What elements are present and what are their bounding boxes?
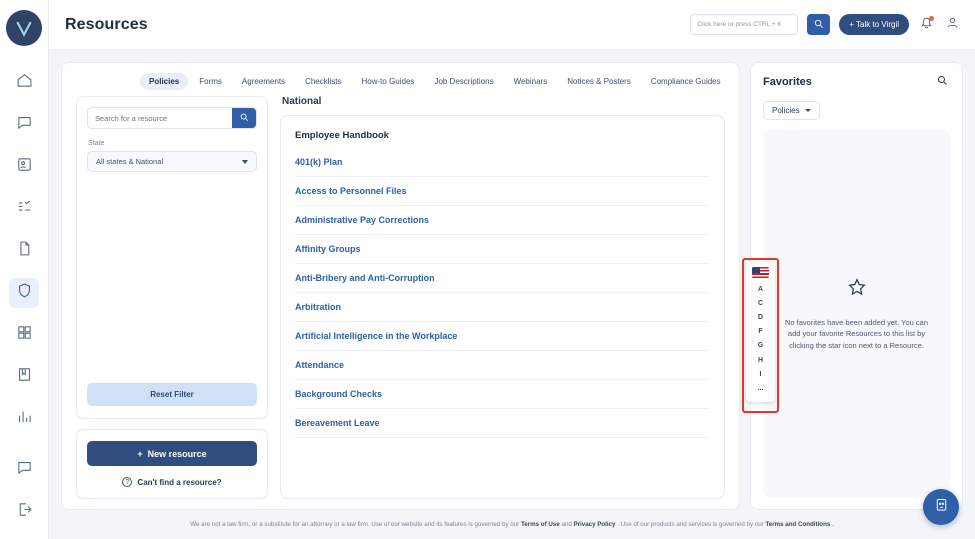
content-area (49, 50, 975, 510)
footer-text-2: . Use of our products and services is governed by our (617, 521, 764, 529)
page-title: Resources (65, 15, 148, 33)
state-filter-select[interactable] (87, 151, 257, 172)
resource-group-title: Employee Handbook (295, 130, 389, 141)
chat-icon (16, 114, 33, 136)
logout-icon (16, 501, 33, 523)
talk-to-virgil-button[interactable]: + Talk to Virgil (839, 14, 909, 35)
chat-bubble-icon (16, 459, 33, 481)
checklist-icon (16, 198, 33, 220)
document-icon (16, 240, 33, 262)
footer-period: . (832, 521, 834, 529)
new-resource-label: New resource (147, 448, 207, 459)
list-item[interactable]: Affinity Groups (295, 235, 710, 264)
global-search-input[interactable]: Click here or press CTRL + K (690, 14, 798, 35)
privacy-policy-link[interactable]: Privacy Policy (573, 521, 616, 529)
list-item[interactable]: Attendance (295, 351, 710, 380)
favorites-header (763, 74, 950, 90)
question-mark-icon: ? (122, 477, 132, 487)
notification-badge (929, 16, 934, 21)
favorites-search-button[interactable] (934, 74, 950, 90)
alpha-letter-f[interactable]: F (758, 328, 763, 336)
state-filter-value: All states & National (96, 157, 164, 166)
resource-search[interactable] (87, 107, 257, 129)
tab-agreements[interactable]: Agreements (241, 77, 286, 86)
filters-spacer (87, 172, 257, 377)
panel-body (62, 96, 739, 509)
list-item[interactable]: Administrative Pay Corrections (295, 206, 710, 235)
id-card-icon (16, 156, 33, 178)
alpha-letter-c[interactable]: C (757, 299, 764, 307)
sidebar-item-resources[interactable] (9, 278, 39, 308)
chevron-down-icon (805, 109, 811, 112)
tab-job-descriptions[interactable]: Job Descriptions (434, 77, 494, 86)
notifications-button[interactable] (918, 16, 934, 34)
assistant-fab-button[interactable] (923, 489, 959, 525)
sidebar (0, 0, 49, 539)
list-item[interactable]: 401(k) Plan (295, 148, 710, 177)
sidebar-item-logout[interactable] (9, 497, 39, 527)
star-icon (846, 276, 868, 317)
search-icon (813, 16, 824, 34)
resource-type-tabs (62, 63, 739, 96)
alpha-letter-a[interactable]: A (757, 285, 764, 293)
flag-canton (752, 267, 760, 273)
sidebar-item-messages[interactable] (9, 110, 39, 140)
book-icon (16, 366, 33, 388)
topbar (49, 0, 975, 50)
filters-card (76, 96, 268, 419)
filters-column (76, 96, 268, 499)
actions-card (76, 429, 268, 499)
search-icon (936, 73, 948, 91)
cant-find-resource-link[interactable] (87, 477, 257, 487)
tab-policies[interactable]: Policies (140, 73, 188, 90)
cant-find-label: Can't find a resource? (137, 477, 222, 487)
footer-and: and (561, 521, 572, 529)
state-filter-label: State (88, 140, 105, 147)
tab-checklists[interactable]: Checklists (305, 77, 342, 86)
avatar[interactable] (943, 16, 961, 34)
alpha-letter-d[interactable]: D (757, 313, 764, 321)
terms-of-use-link[interactable]: Terms of Use (520, 521, 560, 529)
list-item[interactable]: Arbitration (295, 293, 710, 322)
user-icon (946, 16, 959, 34)
list-item[interactable]: Artificial Intelligence in the Workplace (295, 322, 710, 351)
chevron-down-icon (242, 160, 248, 164)
tab-notices-posters[interactable]: Notices & Posters (567, 77, 631, 86)
sidebar-item-employees[interactable] (9, 152, 39, 182)
favorites-empty-state (763, 130, 950, 497)
favorites-empty-text: No favorites have been added yet. You can add your favorite Resources to this list by clicking the star icon next to a Resource. (784, 317, 929, 350)
sidebar-item-integrations[interactable] (9, 320, 39, 350)
sidebar-item-home[interactable] (9, 68, 39, 98)
sidebar-item-documents[interactable] (9, 236, 39, 266)
tab-webinars[interactable]: Webinars (513, 77, 548, 86)
bar-chart-icon (16, 408, 33, 430)
tab-compliance-guides[interactable]: Compliance Guides (650, 77, 721, 86)
assistant-icon (933, 496, 950, 518)
global-search-button[interactable] (807, 14, 830, 35)
alphabet-rail[interactable] (746, 262, 775, 402)
alpha-letter-i[interactable]: I (759, 370, 762, 378)
resource-search-button[interactable] (232, 108, 256, 128)
list-item[interactable]: Background Checks (295, 380, 710, 409)
list-item[interactable]: Bereavement Leave (295, 409, 710, 438)
favorites-filter-dropdown[interactable] (763, 101, 820, 120)
resources-panel (61, 62, 740, 510)
favorites-panel (750, 62, 963, 510)
alpha-letter-more[interactable]: ... (757, 384, 764, 392)
reset-filter-button[interactable]: Reset Filter (87, 383, 257, 406)
favorites-filter-label: Policies (772, 106, 800, 115)
resource-list-column (280, 96, 725, 499)
tab-forms[interactable]: Forms (199, 77, 222, 86)
alpha-letter-g[interactable]: G (757, 342, 764, 350)
list-heading: National (282, 96, 322, 107)
list-item[interactable]: Anti-Bribery and Anti-Corruption (295, 264, 710, 293)
sidebar-item-support-chat[interactable] (9, 455, 39, 485)
main-area (49, 0, 975, 539)
sidebar-item-reports[interactable] (9, 404, 39, 434)
plus-icon: + (137, 448, 143, 459)
topbar-actions (690, 14, 961, 35)
footer-disclaimer (190, 510, 834, 539)
new-resource-button[interactable] (87, 441, 257, 466)
grid-icon (16, 324, 33, 346)
tab-how-to-guides[interactable]: How-to Guides (361, 77, 415, 86)
alpha-letter-h[interactable]: H (757, 356, 764, 364)
sidebar-item-tasks[interactable] (9, 194, 39, 224)
favorites-title: Favorites (763, 76, 812, 88)
us-flag-icon[interactable] (752, 267, 769, 278)
sidebar-item-library[interactable] (9, 362, 39, 392)
shield-icon (16, 282, 33, 304)
footer-text-1: We are not a law firm, or a substitute for an attorney or a law firm. Use of our website and its features is governed by our (190, 521, 520, 529)
home-icon (16, 72, 33, 94)
resource-search-input[interactable] (88, 108, 232, 128)
search-icon (239, 109, 249, 127)
company-logo-icon[interactable] (6, 10, 42, 46)
terms-and-conditions-link[interactable]: Terms and Conditions (765, 521, 831, 529)
resource-list-card (280, 115, 725, 499)
list-item[interactable]: Access to Personnel Files (295, 177, 710, 206)
